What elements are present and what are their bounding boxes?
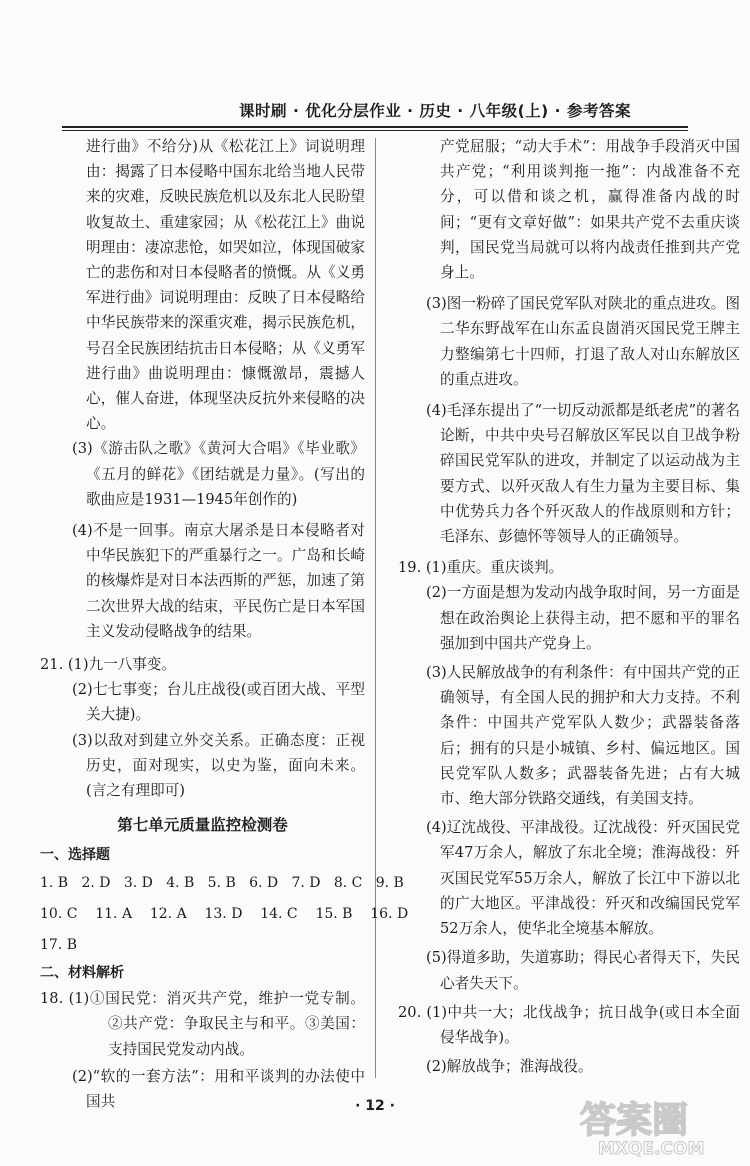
answer-paragraph: (3)图一粉碎了国民党军队对陕北的重点进攻。图二华东野战军在山东孟良崮消灭国民党王牌主力整编第七十四师，打退了敌人对山东解放区的重点进攻。 <box>426 295 740 388</box>
answer-paragraph: (3)《游击队之歌》《黄河大合唱》《毕业歌》《五月的鲜花》《团结就是力量》。(写出的歌曲应是1931—1945年创作的) <box>72 440 365 508</box>
answer-paragraph: 产党屈服；“动大手术”：用战争手段消灭中国共产党；“利用谈判拖一拖”：内战准备不充分，可以借和谈之机，赢得准备内战的时间；“更有文章好做”：如果共产党不去重庆谈判，国民党当局就可以将内战责任推到共产党身上。 <box>440 138 740 282</box>
question-19-part-5: (5)得道多助，失道寡助；得民心者得天下，失民心者失天下。 <box>426 949 740 992</box>
watermark-text-main: 答案圈 <box>580 1100 689 1141</box>
sub-heading-material: 二、材料解析 <box>40 965 124 982</box>
sub-heading-choice: 一、选择题 <box>40 847 110 864</box>
question-21-part-3: (3)以敌对到建立外交关系。正确态度：正视历史，面对现实，以史为鉴，面向未来。(言之有理即可) <box>72 731 365 800</box>
watermark-text-url: MXQE.COM <box>598 1139 705 1159</box>
question-21-part-2: (2)七七事变；台儿庄战役(或百团大战、平型关大捷)。 <box>72 681 365 724</box>
page-number: · 12 · <box>355 1098 395 1114</box>
answer-paragraph: (4)不是一回事。南京大屠杀是日本侵略者对中华民族犯下的严重暴行之一。广岛和长崎的核爆炸是对日本法西斯的严惩，加速了第二次世界大战的结束，平民伤亡是日本军国主义发动侵略战争的结果。 <box>72 522 365 640</box>
question-19-part-1: 19. (1)重庆。重庆谈判。 <box>398 559 564 577</box>
question-19-part-3: (3)人民解放战争的有利条件：有中国共产党的正确领导，有全国人民的拥护和大力支持。不利条件：中国共产党军队人数少；武器装备落后；拥有的只是小城镇、乡村、偏远地区。国民党军队人数多；武器装备先进；占有大城市、绝大部分铁路交通线，有美国支持。 <box>426 664 740 808</box>
question-18-part-2: (2)“软的一套方法”：用和平谈判的办法使中国共 <box>72 1067 365 1111</box>
section-title: 第七单元质量监控检测卷 <box>117 816 288 835</box>
question-20-part-2: (2)解放战争；淮海战役。 <box>426 1058 593 1076</box>
header-rule-thick <box>62 126 688 128</box>
choice-answers-row-3: 17. B <box>40 937 78 954</box>
question-21-part-1: 21. (1)九一八事变。 <box>40 656 177 674</box>
choice-answers-row-1: 1. B 2. D 3. D 4. B 5. B 6. D 7. D 8. C 9. B <box>40 875 404 892</box>
header-rule-thin <box>62 130 688 131</box>
question-19-part-4: (4)辽沈战役、平津战役。辽沈战役：歼灭国民党军47万余人，解放了东北全境；淮海战役：歼灭国民党军55万余人，解放了长江中下游以北的广大地区。平津战役：歼灭和改编国民党军52万余人，使华北全境基本解放。 <box>426 819 740 938</box>
page-header-title: 课时刷 · 优化分层作业 · 历史 · 八年级(上) · 参考答案 <box>239 102 631 120</box>
left-column <box>40 134 409 1114</box>
column-divider <box>375 138 376 1078</box>
watermark-logo <box>576 1094 736 1160</box>
right-column <box>398 134 740 1079</box>
question-20-part-1: 20. (1)中共一大；北伐战争；抗日战争(或日本全面侵华战争)。 <box>398 1003 740 1046</box>
answer-paragraph: (4)毛泽东提出了“一切反动派都是纸老虎”的著名论断，中共中央号召解放区军民以自卫战争粉碎国民党军队的进攻，并制定了以运动战为主要方式、以歼灭敌人有生力量为主要目标、集中优势兵力各个歼灭敌人的作战原则和方针；毛泽东、彭德怀等领导人的正确领导。 <box>426 402 740 546</box>
question-18-part-1: 18. (1)①国民党：消灭共产党，维护一党专制。②共产党：争取民主与和平。③美国：支持国民党发动内战。 <box>40 990 365 1058</box>
question-19-part-2: (2)一方面是想为发动内战争取时间，另一方面是想在政治舆论上获得主动，把不愿和平的罪名强加到中国共产党身上。 <box>426 584 740 652</box>
answer-paragraph: 进行曲》不给分)从《松花江上》词说明理由：揭露了日本侵略中国东北给当地人民带来的灾难，反映民族危机以及东北人民盼望收复故土、重建家园；从《松花江上》曲说明理由：凄凉悲怆，如哭如泣，体现国破家亡的悲伤和对日本侵略者的愤慨。从《义勇军进行曲》词说明理由：反映了日本侵略给中华民族带来的深重灾难，揭示民族危机，号召全民族团结抗击日本侵略；从《义勇军进行曲》曲说明理由：慷慨激昂，震撼人心，催人奋进，体现坚决反抗外来侵略的决心。 <box>86 138 365 433</box>
choice-answers-row-2: 10. C 11. A 12. A 13. D 14. C 15. B 16. D <box>40 906 409 923</box>
